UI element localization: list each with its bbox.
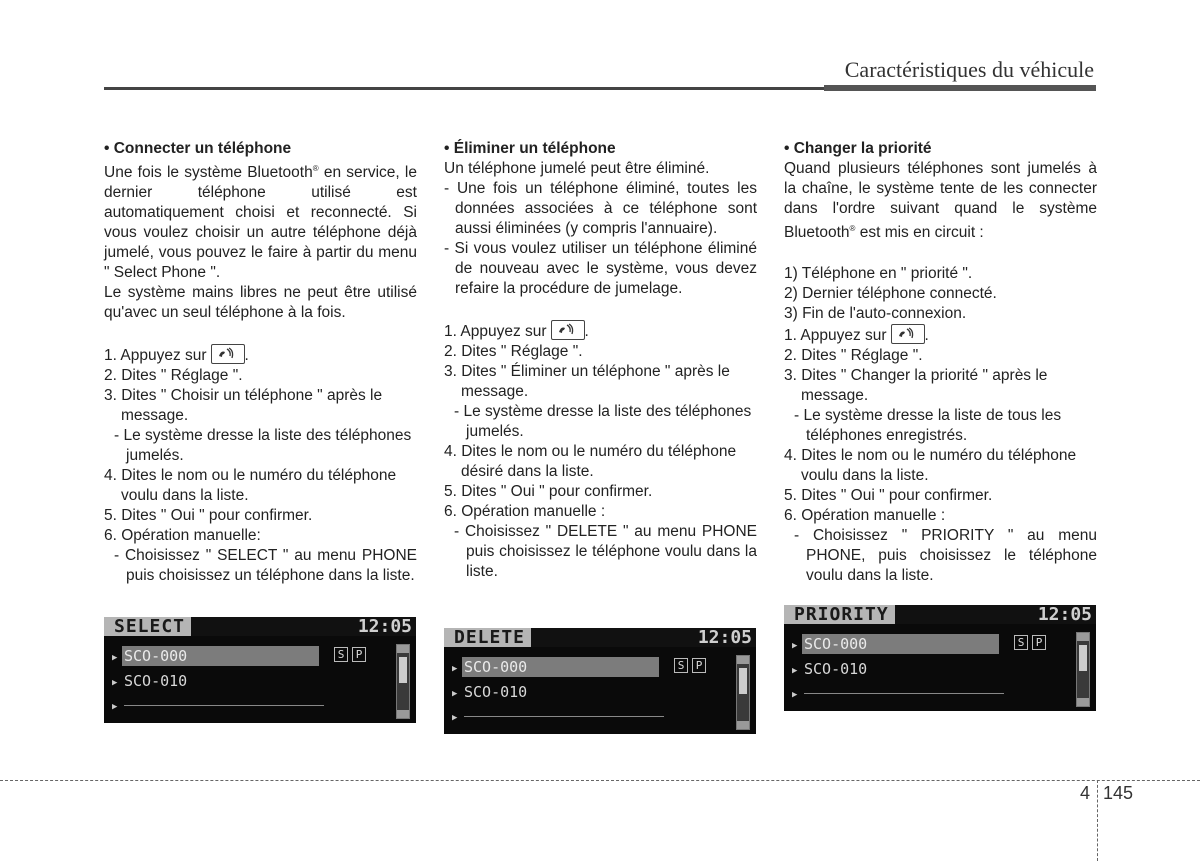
lcd-screen-priority <box>784 605 1096 711</box>
paragraph: Le système mains libres ne peut être utilisé qu'avec un seul téléphone à la fois. <box>104 284 417 322</box>
chapter-number: 4 <box>1080 783 1091 803</box>
paragraph: Un téléphone jumelé peut être éliminé. <box>444 160 710 177</box>
column-delete-phone <box>444 139 757 582</box>
lcd-list-item-empty <box>452 706 664 726</box>
lcd-scrollbar <box>1076 632 1090 707</box>
triangle-right-icon: ▶ <box>792 641 798 651</box>
step-4: 4. Dites le nom ou le numéro du téléphone voulu dans la liste. <box>104 467 397 505</box>
lcd-screen-delete <box>444 628 756 734</box>
lcd-scrollbar <box>396 644 410 719</box>
order-3: 3) Fin de l'auto-connexion. <box>784 305 967 323</box>
lcd-list-item: ▶ SCO-010 <box>792 659 867 679</box>
lcd-clock: 12:05 <box>357 617 412 637</box>
lcd-title: DELETE <box>444 628 531 647</box>
step-6-note: - Choisissez " DELETE " au menu PHONE puis choisissez le téléphone voulu dans la liste. <box>454 523 757 580</box>
step-6-note: - Choisissez " PRIORITY " au menu PHONE, puis choisissez le téléphone voulu dans la liste. <box>794 527 1097 585</box>
lcd-list-item: ▶ SCO-000 <box>452 657 659 677</box>
step-1: 1. Appuyez sur . <box>784 324 1097 346</box>
lcd-status-flags: S P <box>330 647 366 662</box>
column-connect-phone <box>104 139 417 586</box>
step-2: 2. Dites " Réglage ". <box>784 347 923 365</box>
section-heading: • Éliminer un téléphone <box>444 140 616 157</box>
phone-key-icon <box>891 324 925 344</box>
step-3: 3. Dites " Changer la priorité " après le message. <box>784 367 1048 405</box>
step-6: 6. Opération manuelle : <box>444 503 606 520</box>
bullet-2: - Si vous voulez utiliser un téléphone éliminé de nouveau avec le système, vous devez refaire la procédure de jumelage. <box>444 240 757 297</box>
column-change-priority <box>784 139 1097 586</box>
footer-divider <box>0 780 1200 781</box>
footer-vertical-divider <box>1097 780 1098 861</box>
section-heading: • Changer la priorité <box>784 140 932 157</box>
paragraph: Une fois le système Bluetooth® en service, le dernier téléphone utilisé est automatiquement choisi et reconnecté. Si vous voulez choisir un autre téléphone déjà jumelé, vous pouvez le faire à partir du menu " Select Phone ". <box>104 164 417 282</box>
step-4: 4. Dites le nom ou le numéro du téléphone désiré dans la liste. <box>444 443 737 480</box>
lcd-list-item: ▶ SCO-000 <box>792 634 999 654</box>
lcd-list-item: ▶ SCO-000 <box>112 646 319 666</box>
bullet-1: - Une fois un téléphone éliminé, toutes les données associées à ce téléphone sont aussi éliminées (y compris l'annuaire). <box>444 180 757 237</box>
lcd-status-flags: S P <box>670 658 706 673</box>
page-number: 145 <box>1103 783 1134 803</box>
step-2: 2. Dites " Réglage ". <box>444 343 583 360</box>
step-3: 3. Dites " Éliminer un téléphone " après le message. <box>444 363 730 400</box>
lcd-title: PRIORITY <box>784 605 895 624</box>
step-6: 6. Opération manuelle: <box>104 527 261 545</box>
registered-mark: ® <box>312 164 319 173</box>
step-5: 5. Dites " Oui " pour confirmer. <box>104 507 313 525</box>
lcd-scrollbar <box>736 655 750 730</box>
step-6-note: - Choisissez " SELECT " au menu PHONE puis choisissez un téléphone dans la liste. <box>114 547 417 585</box>
lcd-list-item-empty <box>112 695 324 715</box>
phone-key-icon <box>211 344 245 364</box>
triangle-right-icon: ▶ <box>452 664 458 674</box>
triangle-right-icon: ▶ <box>112 653 118 663</box>
step-1: 1. Appuyez sur . <box>104 344 417 366</box>
triangle-right-icon: ▶ <box>452 713 458 723</box>
order-1: 1) Téléphone en " priorité ". <box>784 265 973 283</box>
lcd-clock: 12:05 <box>1037 605 1092 625</box>
order-2: 2) Dernier téléphone connecté. <box>784 285 997 303</box>
triangle-right-icon: ▶ <box>112 702 118 712</box>
page-header-title: Caractéristiques du véhicule <box>844 57 1094 82</box>
step-3-note: - Le système dresse la liste des téléphones jumelés. <box>114 427 412 465</box>
lcd-screen-select <box>104 617 416 723</box>
triangle-right-icon: ▶ <box>112 678 118 688</box>
step-1: 1. Appuyez sur . <box>444 320 757 342</box>
lcd-status-flags: S P <box>1010 635 1046 650</box>
lcd-clock: 12:05 <box>697 628 752 648</box>
lcd-list-item: ▶ SCO-010 <box>452 682 527 702</box>
paragraph: Quand plusieurs téléphones sont jumelés à la chaîne, le système tente de les connecter dans l'ordre suivant quand le système Bluetooth® est mis en circuit : <box>784 160 1097 242</box>
triangle-right-icon: ▶ <box>792 690 798 700</box>
step-4: 4. Dites le nom ou le numéro du téléphone voulu dans la liste. <box>784 447 1077 485</box>
step-3: 3. Dites " Choisir un téléphone " après le message. <box>104 387 383 425</box>
lcd-list-item: ▶ SCO-010 <box>112 671 187 691</box>
step-5: 5. Dites " Oui " pour confirmer. <box>784 487 993 505</box>
lcd-title: SELECT <box>104 617 191 636</box>
step-3-note: - Le système dresse la liste de tous les téléphones enregistrés. <box>794 407 1062 445</box>
header-rule-accent <box>824 85 1096 91</box>
step-5: 5. Dites " Oui " pour confirmer. <box>444 483 653 500</box>
triangle-right-icon: ▶ <box>792 666 798 676</box>
section-heading: • Connecter un téléphone <box>104 140 292 157</box>
triangle-right-icon: ▶ <box>452 689 458 699</box>
step-2: 2. Dites " Réglage ". <box>104 367 243 385</box>
registered-mark: ® <box>849 224 856 233</box>
phone-key-icon <box>551 320 585 340</box>
step-6: 6. Opération manuelle : <box>784 507 946 525</box>
step-3-note: - Le système dresse la liste des téléphones jumelés. <box>454 403 752 440</box>
lcd-list-item-empty <box>792 683 1004 703</box>
